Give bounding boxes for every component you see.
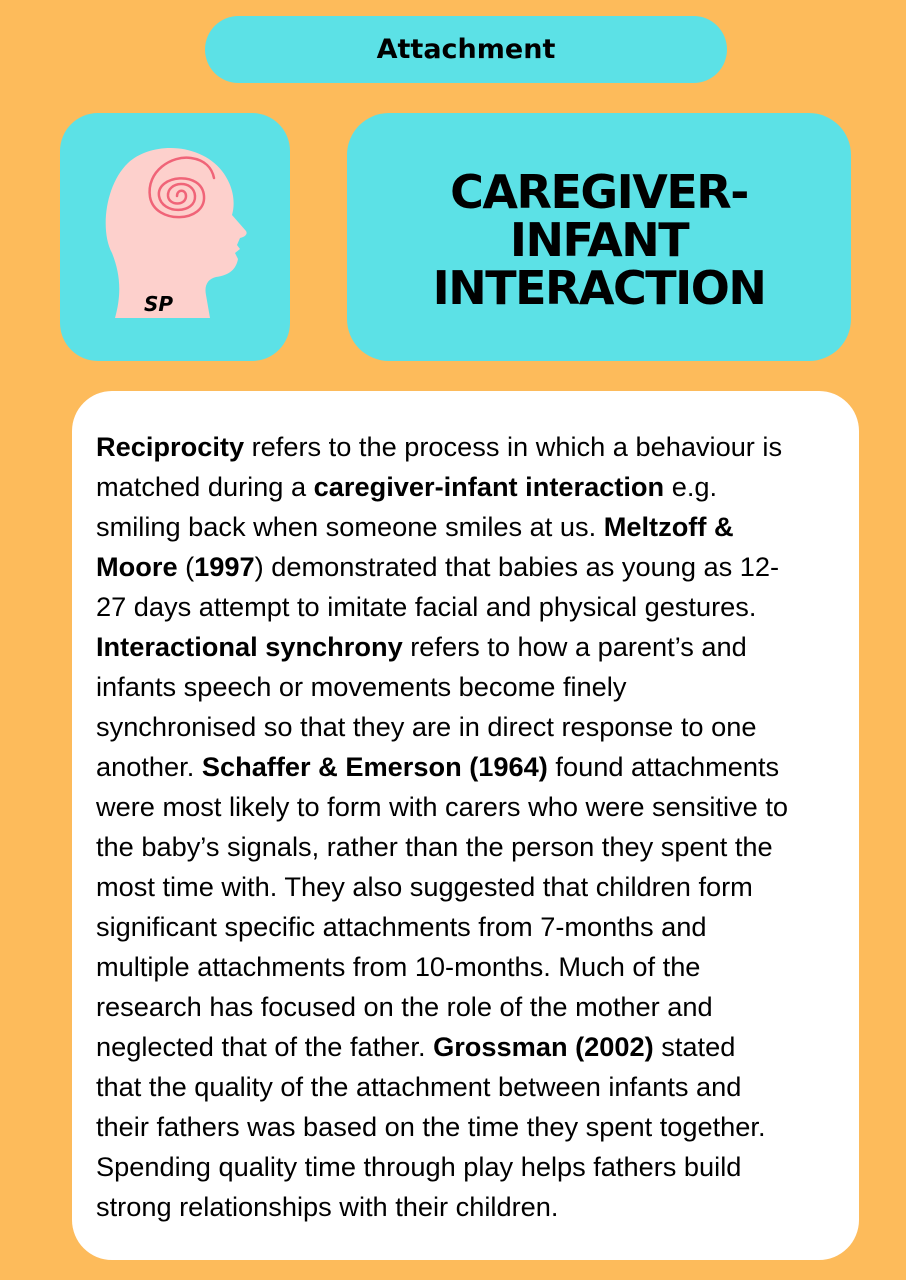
body-line <box>96 427 841 467</box>
body-line <box>96 1067 841 1107</box>
body-text-segment: 27 days attempt to imitate facial and physical gestures. <box>96 591 757 622</box>
page-title <box>432 162 766 315</box>
body-line <box>96 1027 841 1067</box>
body-line <box>96 587 841 627</box>
body-line <box>96 547 841 587</box>
body-paragraph <box>96 427 841 1227</box>
body-line <box>96 907 841 947</box>
body-text-segment: refers to how a parent’s and <box>402 631 747 662</box>
body-line <box>96 947 841 987</box>
topic-label: Attachment <box>376 34 556 65</box>
body-line <box>96 987 841 1027</box>
logo-initials: SP <box>144 292 174 316</box>
key-term: Moore <box>96 551 178 582</box>
body-line <box>96 787 841 827</box>
body-text-segment: most time with. They also suggested that children form <box>96 871 753 902</box>
body-text-segment: Spending quality time through play helps fathers build <box>96 1151 742 1182</box>
body-text-segment: significant specific attachments from 7-months and <box>96 911 707 942</box>
body-text-segment: ( <box>177 551 195 582</box>
title-line-3: INTERACTION <box>432 261 766 315</box>
key-term: Reciprocity <box>96 431 245 462</box>
title-card <box>347 113 851 361</box>
body-line <box>96 507 841 547</box>
key-term: Grossman (2002) <box>433 1031 654 1062</box>
body-text-segment: ) demonstrated that babies as young as 12- <box>254 551 780 582</box>
body-text-segment: multiple attachments from 10-months. Much of the <box>96 951 701 982</box>
title-line-1: CAREGIVER- <box>450 165 748 219</box>
key-term: Schaffer & Emerson (1964) <box>201 751 548 782</box>
body-line <box>96 467 841 507</box>
body-text-segment: found attachments <box>547 751 780 782</box>
key-term: Interactional synchrony <box>96 631 403 662</box>
body-line <box>96 1107 841 1147</box>
body-text-segment: another. <box>96 751 202 782</box>
body-line <box>96 1187 841 1227</box>
logo-card <box>60 113 290 361</box>
key-term: Meltzoff & <box>603 511 734 542</box>
body-text-segment: the baby’s signals, rather than the person they spent the <box>96 831 773 862</box>
topic-pill <box>205 16 727 83</box>
body-line <box>96 667 841 707</box>
body-text-segment: smiling back when someone smiles at us. <box>96 511 604 542</box>
body-text-segment: were most likely to form with carers who were sensitive to <box>96 791 788 822</box>
body-text-segment: refers to the process in which a behaviour is <box>244 431 783 462</box>
content-card <box>72 391 859 1260</box>
body-text-segment: their fathers was based on the time they spent together. <box>96 1111 766 1142</box>
body-text-segment: matched during a <box>96 471 314 502</box>
body-line <box>96 707 841 747</box>
body-text-segment: neglected that of the father. <box>96 1031 434 1062</box>
body-text-segment: research has focused on the role of the mother and <box>96 991 713 1022</box>
body-text-segment: e.g. <box>664 471 718 502</box>
body-text-segment: infants speech or movements become finely <box>96 671 627 702</box>
body-line <box>96 827 841 867</box>
key-term: 1997 <box>194 551 255 582</box>
body-text-segment: synchronised so that they are in direct response to one <box>96 711 757 742</box>
body-text-segment: that the quality of the attachment between infants and <box>96 1071 742 1102</box>
body-line <box>96 867 841 907</box>
body-text-segment: strong relationships with their children. <box>96 1191 559 1222</box>
head-silhouette <box>106 148 247 318</box>
body-text-segment: stated <box>653 1031 736 1062</box>
title-line-2: INFANT <box>509 213 689 267</box>
body-line <box>96 627 841 667</box>
key-term: caregiver-infant interaction <box>313 471 665 502</box>
body-line <box>96 747 841 787</box>
body-line <box>96 1147 841 1187</box>
head-spiral-icon <box>60 113 290 361</box>
